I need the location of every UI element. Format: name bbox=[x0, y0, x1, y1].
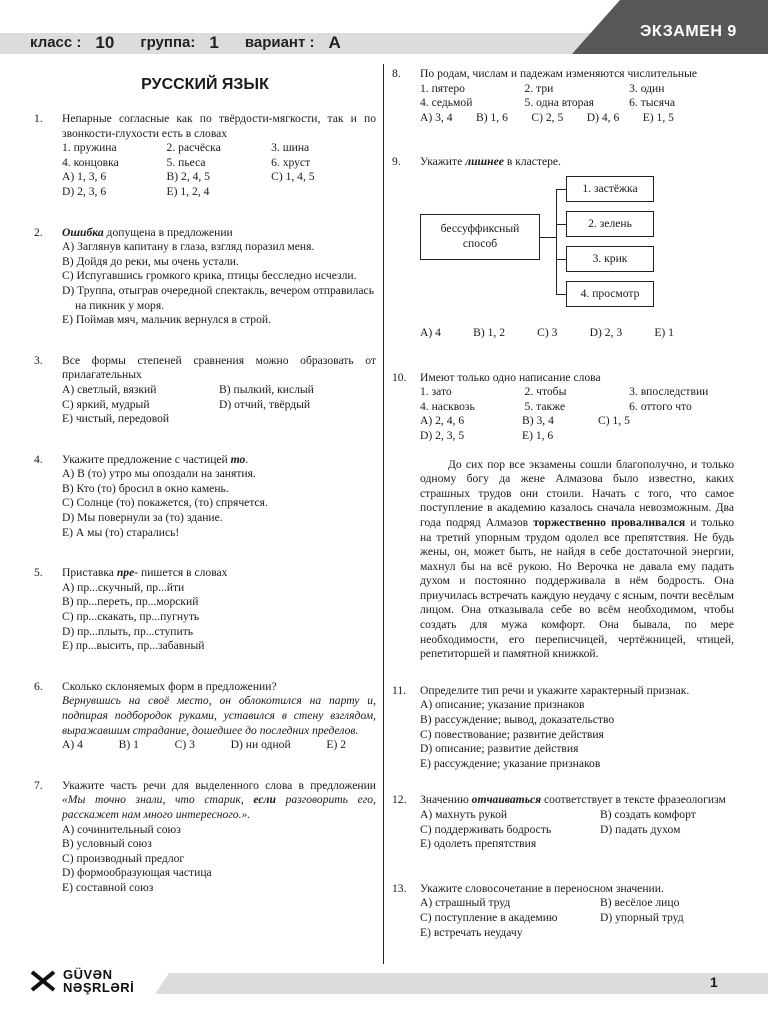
right-column bbox=[392, 67, 734, 940]
answer-option: E) А мы (то) старались! bbox=[62, 525, 180, 539]
question-stem: Укажите предложение с частицей то. bbox=[62, 452, 249, 466]
answer-option: E) 1, 6 bbox=[522, 428, 554, 442]
answer-option: C) 1, 5 bbox=[598, 414, 630, 428]
answer-option: D) падать духом bbox=[600, 822, 681, 836]
answer-option: C) яркий, мудрый bbox=[62, 397, 150, 411]
list-item: 6. хруст bbox=[271, 155, 311, 169]
highlighted-word: если bbox=[253, 793, 276, 807]
left-column bbox=[34, 76, 376, 896]
answer-option: D) Мы повернули за (то) здание. bbox=[62, 511, 223, 525]
connector-line bbox=[556, 224, 566, 225]
answer-option: B) рассуждение; вывод, доказательство bbox=[420, 713, 615, 727]
variant-label: вариант : bbox=[244, 34, 315, 52]
question-number: 1. bbox=[34, 112, 43, 125]
answer-option: C) пр...скакать, пр...пугнуть bbox=[62, 610, 200, 624]
question-7 bbox=[34, 779, 376, 896]
answer-option: C) 3 bbox=[537, 325, 558, 339]
question-10 bbox=[392, 371, 734, 444]
answer-option: D) упорный труд bbox=[600, 910, 684, 924]
answer-option: D) пр...плыть, пр...ступить bbox=[62, 624, 194, 638]
cluster-branch: 4. просмотр bbox=[566, 281, 654, 307]
list-item: 4. седьмой bbox=[420, 96, 473, 110]
answer-option: B) создать комфорт bbox=[600, 808, 696, 821]
cluster-branch: 1. застёжка bbox=[566, 176, 654, 202]
answer-option: C) производный предлог bbox=[62, 851, 185, 865]
answer-option: A) светлый, вязкий bbox=[62, 382, 157, 396]
answer-option: E) составной союз bbox=[62, 880, 154, 894]
question-11 bbox=[392, 684, 734, 772]
stem-emphasis: лишнее bbox=[465, 155, 504, 169]
question-number: 6. bbox=[34, 679, 43, 693]
question-stem: Имеют только одно написание слова bbox=[420, 370, 601, 384]
question-stem: Непарные согласные как по твёрдости-мягкости, так и по звонкости-глухости есть в словах bbox=[62, 112, 376, 140]
answer-option: A) 4 bbox=[420, 325, 441, 339]
answer-option: D) отчий, твёрдый bbox=[219, 397, 311, 411]
list-item: 6. тысяча bbox=[629, 96, 675, 110]
answer-option: A) 4 bbox=[62, 738, 83, 752]
answer-option: B) 2, 4, 5 bbox=[166, 170, 211, 184]
stem-emphasis: то bbox=[230, 452, 246, 466]
question-stem: Укажите лишнее в кластере. bbox=[420, 155, 561, 169]
exam-title: ЭКЗАМЕН 9 bbox=[640, 23, 737, 40]
answer-option: A) 3, 4 bbox=[420, 110, 453, 124]
subject-title: РУССКИЙ ЯЗЫК bbox=[141, 76, 269, 93]
list-item: 1. пятеро bbox=[420, 81, 465, 95]
question-number: 3. bbox=[34, 353, 43, 367]
answer-option: B) 1, 2 bbox=[473, 325, 505, 339]
quoted-sentence: «Мы точно знали, что старик, если разговорить его, расскажет нам много интересного.». bbox=[62, 793, 376, 821]
variant-value: А bbox=[328, 33, 341, 53]
answer-option: B) пылкий, кислый bbox=[219, 382, 314, 396]
answer-option: D) 4, 6 bbox=[586, 110, 620, 124]
header-info bbox=[30, 33, 341, 54]
question-number: 9. bbox=[392, 155, 401, 169]
question-6 bbox=[34, 680, 376, 753]
group-value: 1 bbox=[209, 33, 219, 53]
question-number: 12. bbox=[392, 793, 407, 807]
list-item: 6. оттого что bbox=[629, 399, 692, 413]
question-8 bbox=[392, 67, 734, 125]
answer-option: A) Заглянув капитану в глаза, взгляд поразил меня. bbox=[62, 240, 315, 254]
answer-option: C) Солнце (то) покажется, (то) спрячется. bbox=[62, 496, 268, 510]
footer-bar bbox=[155, 973, 768, 994]
answer-option: B) весёлое лицо bbox=[600, 896, 680, 910]
cluster-diagram bbox=[392, 176, 734, 322]
list-item: 5. одна вторая bbox=[524, 96, 594, 110]
answer-option: D) 2, 3, 6 bbox=[62, 184, 107, 198]
question-number: 4. bbox=[34, 452, 43, 466]
answer-option: A) 2, 4, 6 bbox=[420, 414, 465, 428]
list-item: 5. пьеса bbox=[166, 155, 206, 169]
list-item: 3. один bbox=[629, 81, 665, 95]
answer-option: E) 1 bbox=[654, 325, 674, 339]
answer-option: A) сочинительный союз bbox=[62, 822, 181, 836]
question-4 bbox=[34, 453, 376, 541]
question-number: 11. bbox=[392, 683, 407, 697]
cluster-center: бессуффиксный способ bbox=[420, 214, 540, 260]
list-item: 1. зато bbox=[420, 385, 452, 399]
answer-option: E) 2 bbox=[326, 738, 346, 752]
highlighted-phrase: торжественно проваливался bbox=[533, 515, 686, 529]
answer-option: B) Дойдя до реки, мы очень устали. bbox=[62, 254, 239, 268]
stem-emphasis: отчаиваться bbox=[471, 793, 542, 807]
answer-option: D) формообразующая частица bbox=[62, 866, 212, 880]
answer-option: B) Кто (то) бросил в окно камень. bbox=[62, 481, 229, 495]
publisher-logo bbox=[30, 968, 134, 994]
question-number: 13. bbox=[392, 881, 407, 895]
column-divider bbox=[383, 64, 384, 964]
answer-option: D) ни одной bbox=[230, 738, 291, 752]
group-label: группа: bbox=[140, 34, 196, 52]
answer-option: E) встречать неудачу bbox=[420, 925, 523, 939]
list-item: 3. впоследствии bbox=[629, 385, 709, 399]
question-stem: Укажите словосочетание в переносном значении. bbox=[420, 881, 664, 895]
answer-option: A) махнуть рукой bbox=[420, 808, 508, 821]
list-item: 2. чтобы bbox=[524, 385, 567, 399]
question-number: 2. bbox=[34, 225, 43, 239]
connector-line bbox=[556, 189, 566, 190]
question-number: 7. bbox=[34, 778, 43, 792]
answer-option: C) поддерживать бодрость bbox=[420, 822, 552, 836]
list-item: 2. расчёска bbox=[166, 141, 221, 155]
answer-option: E) Поймав мяч, мальчик вернулся в строй. bbox=[62, 313, 271, 327]
connector-line bbox=[556, 294, 566, 295]
question-stem: Сколько склоняемых форм в предложении? bbox=[62, 679, 277, 693]
connector-line bbox=[556, 259, 566, 260]
answer-option: B) условный союз bbox=[62, 837, 152, 851]
stem-emphasis: пре- bbox=[116, 566, 139, 580]
question-12 bbox=[392, 793, 734, 851]
connector-line bbox=[540, 237, 556, 238]
answer-option: A) страшный труд bbox=[420, 896, 511, 910]
question-5 bbox=[34, 566, 376, 654]
answer-option: B) 1 bbox=[118, 738, 139, 752]
stem-emphasis: Ошибка bbox=[62, 225, 104, 239]
answer-option: C) 1, 4, 5 bbox=[271, 170, 315, 184]
question-number: 10. bbox=[392, 370, 407, 384]
answer-option: C) 2, 5 bbox=[531, 110, 564, 124]
answer-option: A) В (то) утро мы опоздали на занятия. bbox=[62, 467, 256, 481]
list-item: 5. также bbox=[524, 399, 566, 413]
question-2 bbox=[34, 226, 376, 328]
answer-option: A) 1, 3, 6 bbox=[62, 170, 107, 184]
cluster-branch: 3. крик bbox=[566, 246, 654, 272]
answer-option: D) Труппа, отыграв очередной спектакль, вечером отправилась на пикник у моря. bbox=[62, 283, 374, 312]
list-item: 2. три bbox=[524, 81, 554, 95]
publisher-logo-icon bbox=[30, 970, 56, 992]
question-stem: По родам, числам и падежам изменяются числительные bbox=[420, 67, 698, 80]
answer-option: E) пр...высить, пр...забавный bbox=[62, 639, 205, 653]
question-stem: Все формы степеней сравнения можно образовать от прилагательных bbox=[62, 353, 376, 382]
answer-option: D) 2, 3, 5 bbox=[420, 428, 465, 442]
answer-option: E) одолеть препятствия bbox=[420, 837, 537, 851]
question-stem: Приставка пре- пишется в словах bbox=[62, 566, 228, 580]
answer-option: B) пр...переть, пр...морский bbox=[62, 595, 199, 609]
answer-option: E) 1, 5 bbox=[642, 110, 674, 124]
answer-option: A) описание; указание признаков bbox=[420, 698, 585, 712]
answer-option: C) Испугавшись громкого крика, птицы бесследно исчезли. bbox=[62, 269, 357, 283]
question-1 bbox=[34, 112, 376, 200]
answer-option: C) повествование; развитие действия bbox=[420, 727, 604, 741]
page-number: 1 bbox=[710, 974, 718, 990]
publisher-logo-text: GÜVƏN NƏŞRLƏRİ bbox=[63, 967, 135, 995]
quoted-sentence: Вернувшись на своё место, он облокотился на парту и, подпирая подбородок руками, уставился в стену взглядом, выражавшим страдание, дошедшее до последних пределов. bbox=[62, 694, 376, 737]
answer-option: E) чистый, передовой bbox=[62, 412, 170, 426]
question-9 bbox=[392, 155, 734, 170]
answer-option: E) рассуждение; указание признаков bbox=[420, 756, 601, 770]
cluster-branch: 2. зелень bbox=[566, 211, 654, 237]
list-item: 4. насквозь bbox=[420, 399, 475, 413]
question-number: 5. bbox=[34, 566, 43, 580]
answer-option: A) пр...скучный, пр...йти bbox=[62, 580, 185, 594]
list-item: 3. шина bbox=[271, 141, 310, 155]
question-stem: Значению отчаиваться соответствует в тексте фразеологизм bbox=[420, 793, 726, 807]
question-number: 8. bbox=[392, 67, 401, 80]
question-3 bbox=[34, 354, 376, 427]
question-stem: Ошибка допущена в предложении bbox=[62, 225, 233, 239]
answer-option: B) 1, 6 bbox=[476, 110, 508, 124]
question-13 bbox=[392, 882, 734, 940]
list-item: 1. пружина bbox=[62, 141, 117, 155]
answer-option: C) поступление в академию bbox=[420, 910, 558, 924]
answer-option: C) 3 bbox=[174, 738, 195, 752]
connector-line bbox=[556, 189, 557, 295]
question-stem: Укажите часть речи для выделенного слова в предложении «Мы точно знали, что старик, если разговорить его, расскажет нам много интересного.». bbox=[62, 778, 376, 821]
answer-option: B) 3, 4 bbox=[522, 414, 554, 428]
reading-passage: До сих пор все экзамены сошли благополучно, и только одному богу да жене Алмазова было известно, каких страшных трудов они стоили. Начать с того, что самое поступление в академию казалось сначала невозможным. Два года подряд Алмазов торжественно проваливался и только на третий упорным трудом одолел все препятствия. Не будь жены, он, может быть, не найдя в себе достаточной энергии, махнул бы на всё рукою. Но Верочка не давала ему падать духом и постоянно поддерживала в нём бодрость. Она приучилась встречать каждую неудачу с ясным, почти весёлым лицом. Она отказывала себе во всём необходимом, чтобы создать для мужа комфорт. Она бывала, по мере необходимости, его переписчицей, чертёжницей, чтицей, репетиторшей и памятной книжкой. bbox=[420, 457, 734, 661]
class-label: класс : bbox=[30, 34, 82, 52]
list-item: 4. концовка bbox=[62, 155, 119, 169]
class-value: 10 bbox=[95, 33, 115, 53]
answer-option: E) 1, 2, 4 bbox=[166, 184, 210, 198]
answer-option: D) 2, 3 bbox=[589, 325, 623, 339]
answer-option: D) описание; развитие действия bbox=[420, 742, 579, 756]
question-stem: Определите тип речи и укажите характерный признак. bbox=[420, 683, 690, 697]
